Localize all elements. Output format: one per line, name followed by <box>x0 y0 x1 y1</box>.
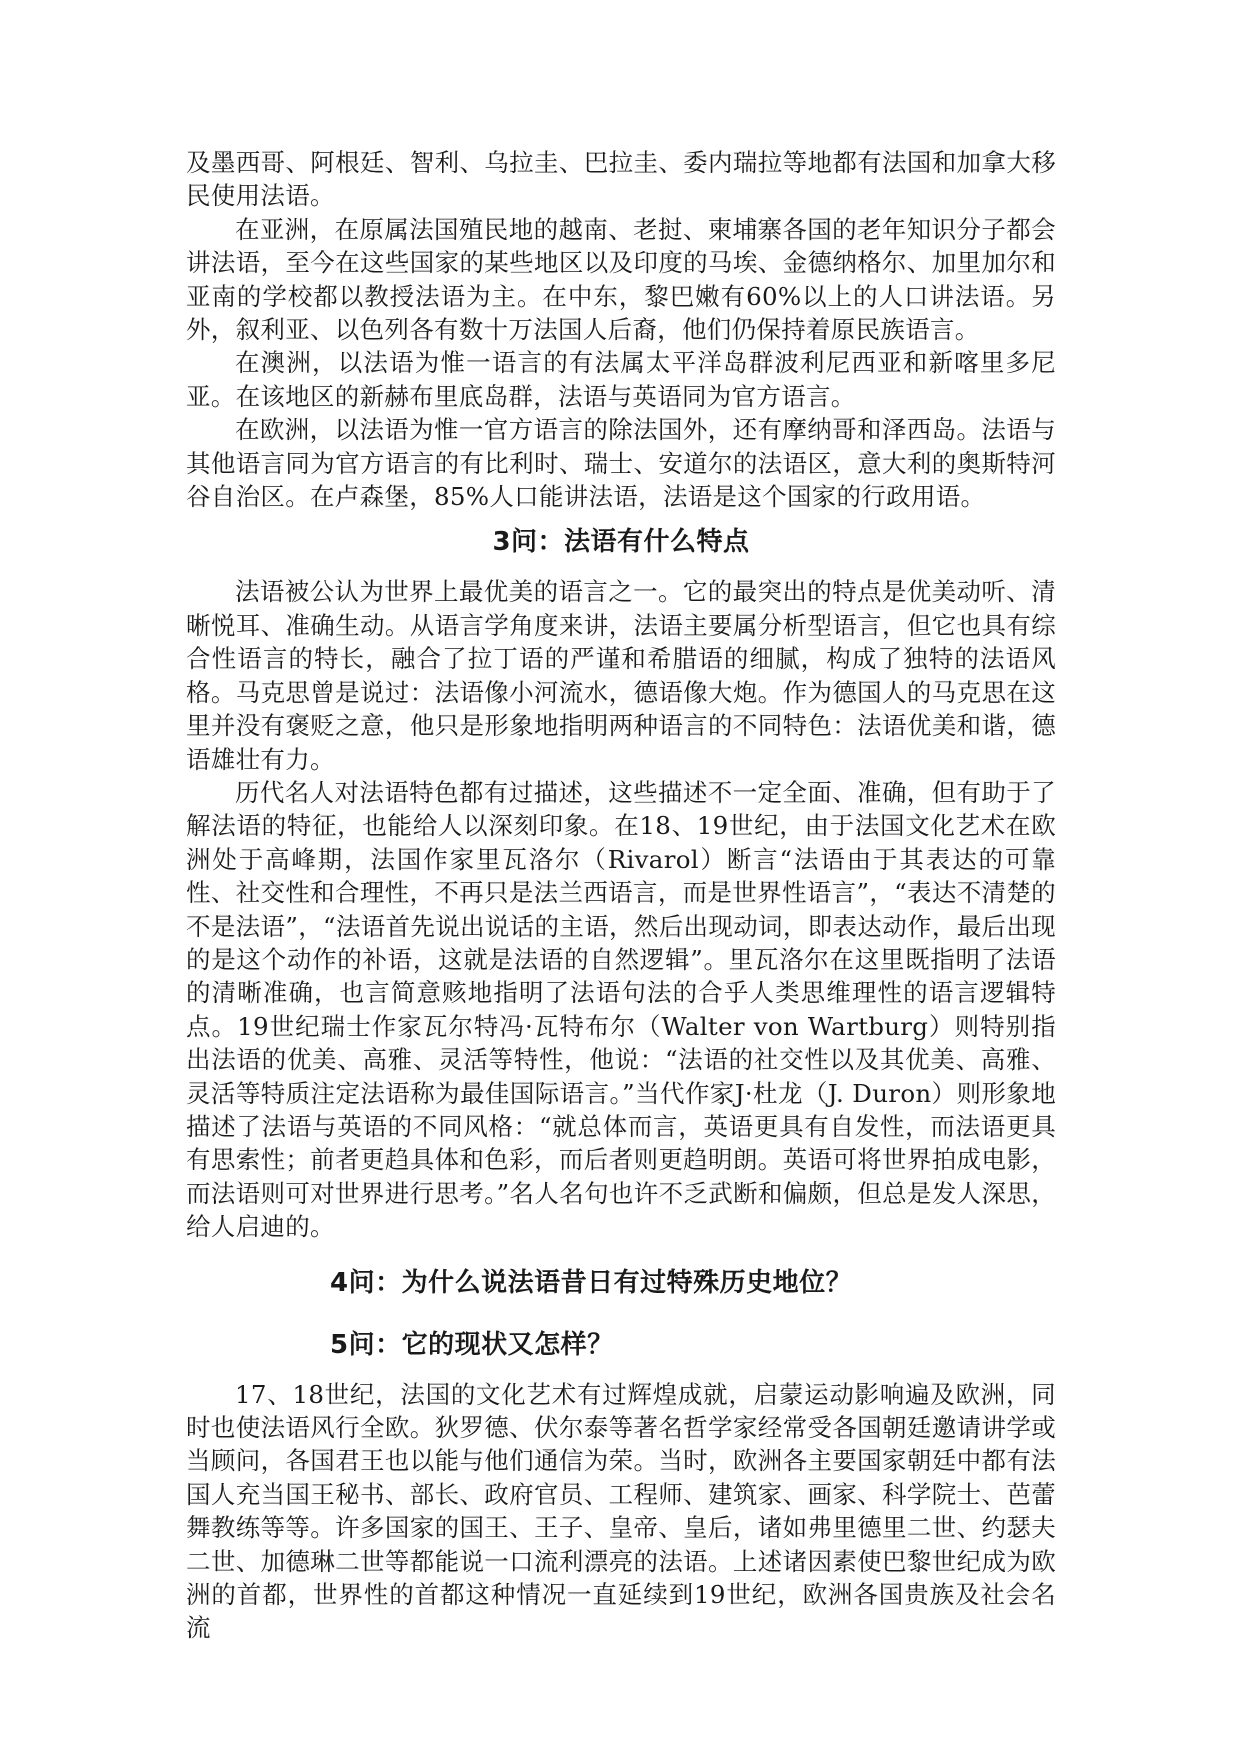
paragraph-asia: 在亚洲，在原属法国殖民地的越南、老挝、柬埔寨各国的老年知识分子都会讲法语，至今在这些国家的某些地区以及印度的马埃、金德纳格尔、加里加尔和亚南的学校都以教授法语为主。在中东，黎巴嫩有60%以上的人口讲法语。另外，叙利亚、以色列各有数十万法国人后裔，他们仍保持着原民族语言。 <box>186 214 1056 345</box>
paragraph-history: 17、18世纪，法国的文化艺术有过辉煌成就，启蒙运动影响遍及欧洲，同时也使法语风行全欧。狄罗德、伏尔泰等著名哲学家经常受各国朝廷邀请讲学或当顾问，各国君王也以能与他们通信为荣。当时，欧洲各主要国家朝廷中都有法国人充当国王秘书、部长、政府官员、工程师、建筑家、画家、科学院士、芭蕾舞教练等等。许多国家的国王、王子、皇帝、皇后，诸如弗里德里二世、约瑟夫二世、加德琳二世等都能说一口流利漂亮的法语。上述诸因素使巴黎世纪成为欧洲的首都，世界性的首都这种情况一直延续到19世纪，欧洲各国贵族及社会名流 <box>186 1379 1056 1643</box>
section-heading-5: 5问：它的现状又怎样？ <box>330 1329 614 1360</box>
paragraph-americas-continued: 及墨西哥、阿根廷、智利、乌拉圭、巴拉圭、委内瑞拉等地都有法国和加拿大移民使用法语。 <box>186 148 1056 211</box>
document-page <box>186 146 1056 1645</box>
section-heading-4: 4问：为什么说法语昔日有过特殊历史地位？ <box>330 1267 853 1298</box>
paragraph-oceania: 在澳洲，以法语为惟一语言的有法属太平洋岛群波利尼西亚和新喀里多尼亚。在该地区的新赫布里底岛群，法语与英语同为官方语言。 <box>186 348 1056 411</box>
paragraph-features-intro: 法语被公认为世界上最优美的语言之一。它的最突出的特点是优美动听、清晰悦耳、准确生动。从语言学角度来讲，法语主要属分析型语言，但它也具有综合性语言的特长，融合了拉丁语的严谨和希腊语的细腻，构成了独特的法语风格。马克思曾是说过：法语像小河流水，德语像大炮。作为德国人的马克思在这里并没有褒贬之意，他只是形象地指明两种语言的不同特色：法语优美和谐，德语雄壮有力。 <box>186 577 1056 774</box>
section-heading-3: 3问：法语有什么特点 <box>492 527 750 558</box>
paragraph-europe: 在欧洲，以法语为惟一官方语言的除法国外，还有摩纳哥和泽西岛。法语与其他语言同为官方语言的有比利时、瑞士、安道尔的法语区，意大利的奥斯特河谷自治区。在卢森堡，85%人口能讲法语，法语是这个国家的行政用语。 <box>186 415 1056 512</box>
paragraph-famous-quotes: 历代名人对法语特色都有过描述，这些描述不一定全面、准确，但有助于了解法语的特征，也能给人以深刻印象。在18、19世纪，由于法国文化艺术在欧洲处于高峰期，法国作家里瓦洛尔（Rivarol）断言“法语由于其表达的可靠性、社交性和合理性，不再只是法兰西语言，而是世界性语言”，“表达不清楚的不是法语”，“法语首先说出说话的主语，然后出现动词，即表达动作，最后出现的是这个动作的补语，这就是法语的自然逻辑”。里瓦洛尔在这里既指明了法语的清晰准确，也言简意赅地指明了法语句法的合乎人类思维理性的语言逻辑特点。19世纪瑞士作家瓦尔特冯·瓦特布尔（Walter von Wartburg）则特别指出法语的优美、高雅、灵活等特性，他说：“法语的社交性以及其优美、高雅、灵活等特质注定法语称为最佳国际语言。”当代作家J·杜龙（J. Duron）则形象地描述了法语与英语的不同风格：“就总体而言，英语更具有自发性，而法语更具有思索性；前者更趋具体和色彩，而后者则更趋明朗。英语可将世界拍成电影，而法语则可对世界进行思考。”名人名句也许不乏武断和偏颇，但总是发人深思，给人启迪的。 <box>186 777 1056 1242</box>
